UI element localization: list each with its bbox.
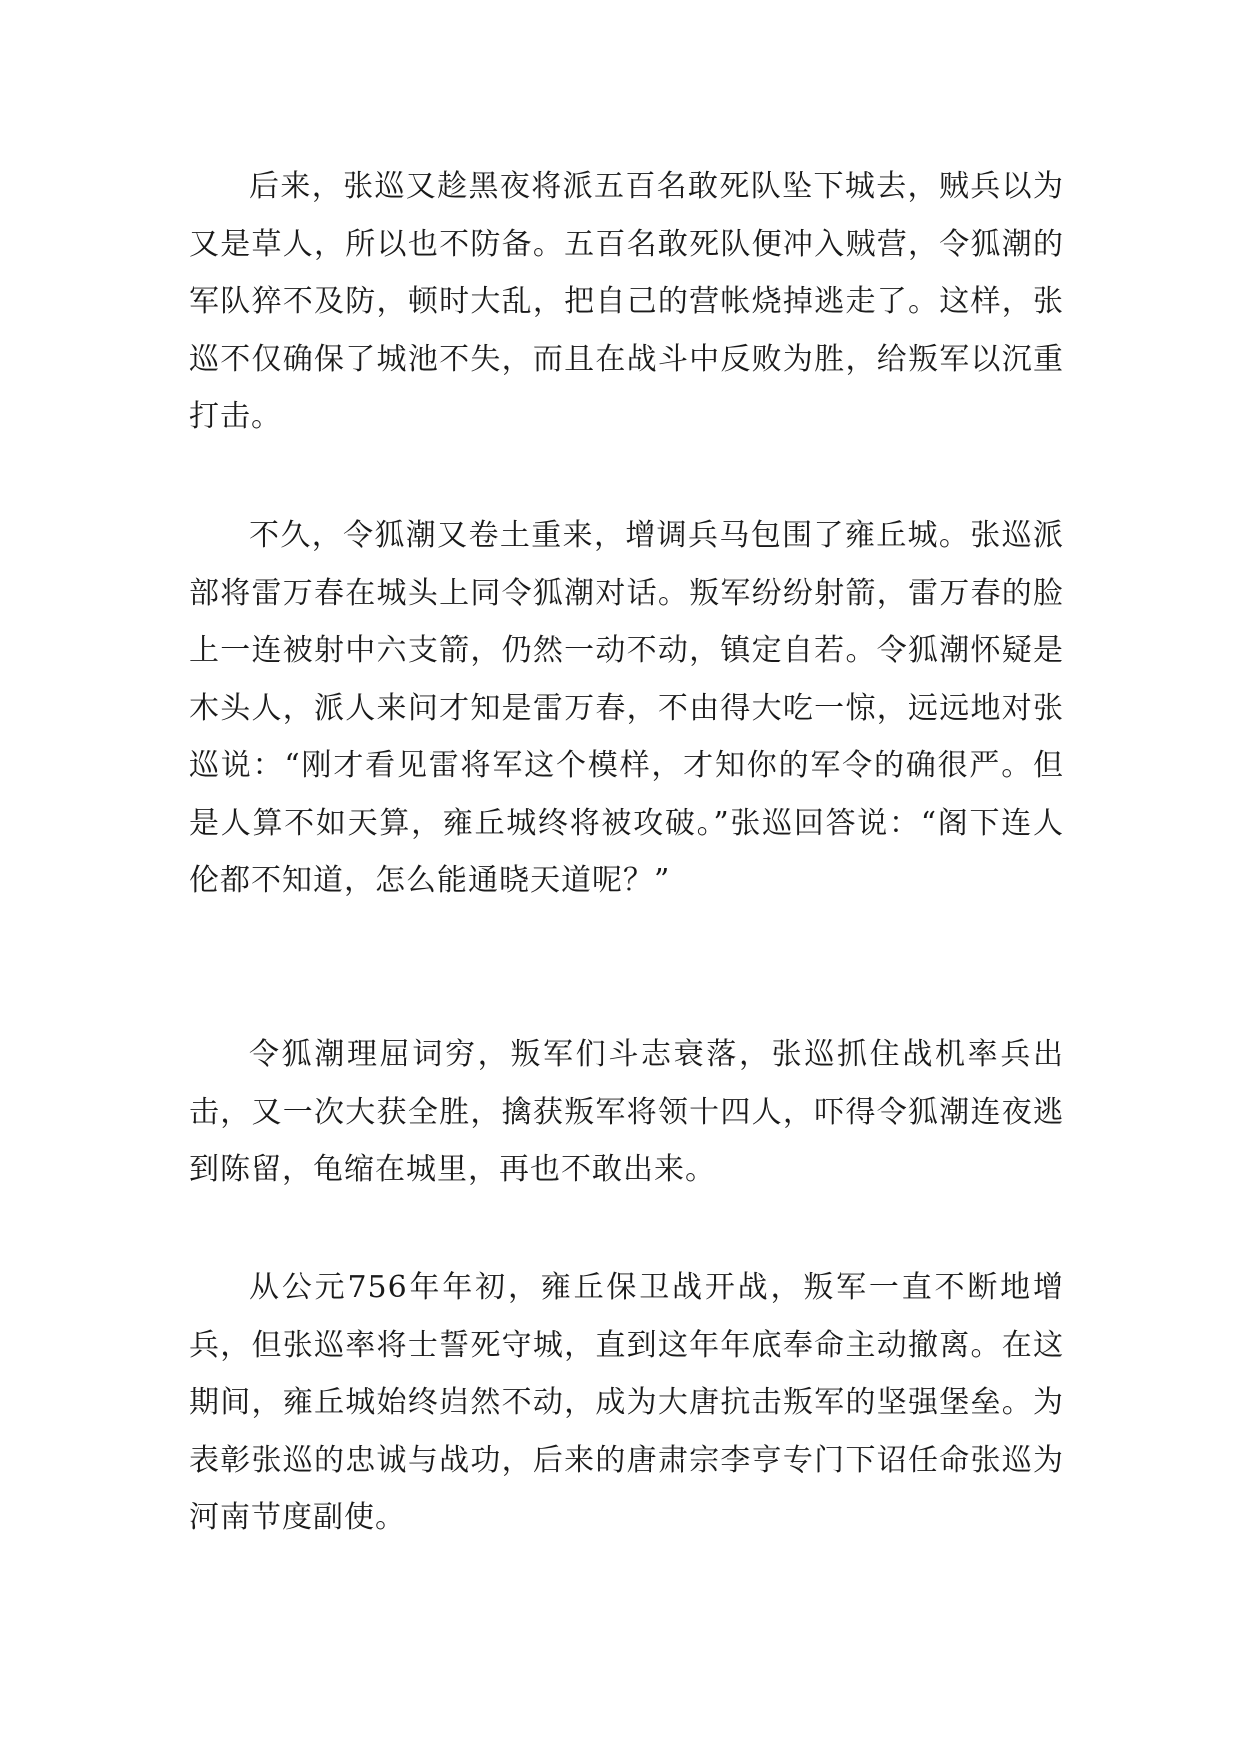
- paragraph-2: 不久，令狐潮又卷土重来，增调兵马包围了雍丘城。张巡派部将雷万春在城头上同令狐潮对话。叛军纷纷射箭，雷万春的脸上一连被射中六支箭，仍然一动不动，镇定自若。令狐潮怀疑是木头人，派人来问才知是雷万春，不由得大吃一惊，远远地对张巡说：“刚才看见雷将军这个模样，才知你的军令的确很严。但是人算不如天算，雍丘城终将被攻破。”张巡回答说：“阁下连人伦都不知道，怎么能通晓天道呢？”: [189, 518, 1064, 898]
- paragraph-3: 令狐潮理屈词穷，叛军们斗志衰落，张巡抓住战机率兵出击，又一次大获全胜，擒获叛军将领十四人，吓得令狐潮连夜逃到陈留，龟缩在城里，再也不敢出来。: [189, 1037, 1064, 1187]
- paragraph-4: 从公元756年年初，雍丘保卫战开战，叛军一直不断地增兵，但张巡率将士誓死守城，直到这年年底奉命主动撤离。在这期间，雍丘城始终岿然不动，成为大唐抗击叛军的坚强堡垒。为表彰张巡的忠诚与战功，后来的唐肃宗李亨专门下诏任命张巡为河南节度副使。: [189, 1270, 1064, 1535]
- paragraph-1: 后来，张巡又趁黑夜将派五百名敢死队坠下城去，贼兵以为又是草人，所以也不防备。五百名敢死队便冲入贼营，令狐潮的军队猝不及防，顿时大乱，把自己的营帐烧掉逃走了。这样，张巡不仅确保了城池不失，而且在战斗中反败为胜，给叛军以沉重打击。: [189, 169, 1064, 434]
